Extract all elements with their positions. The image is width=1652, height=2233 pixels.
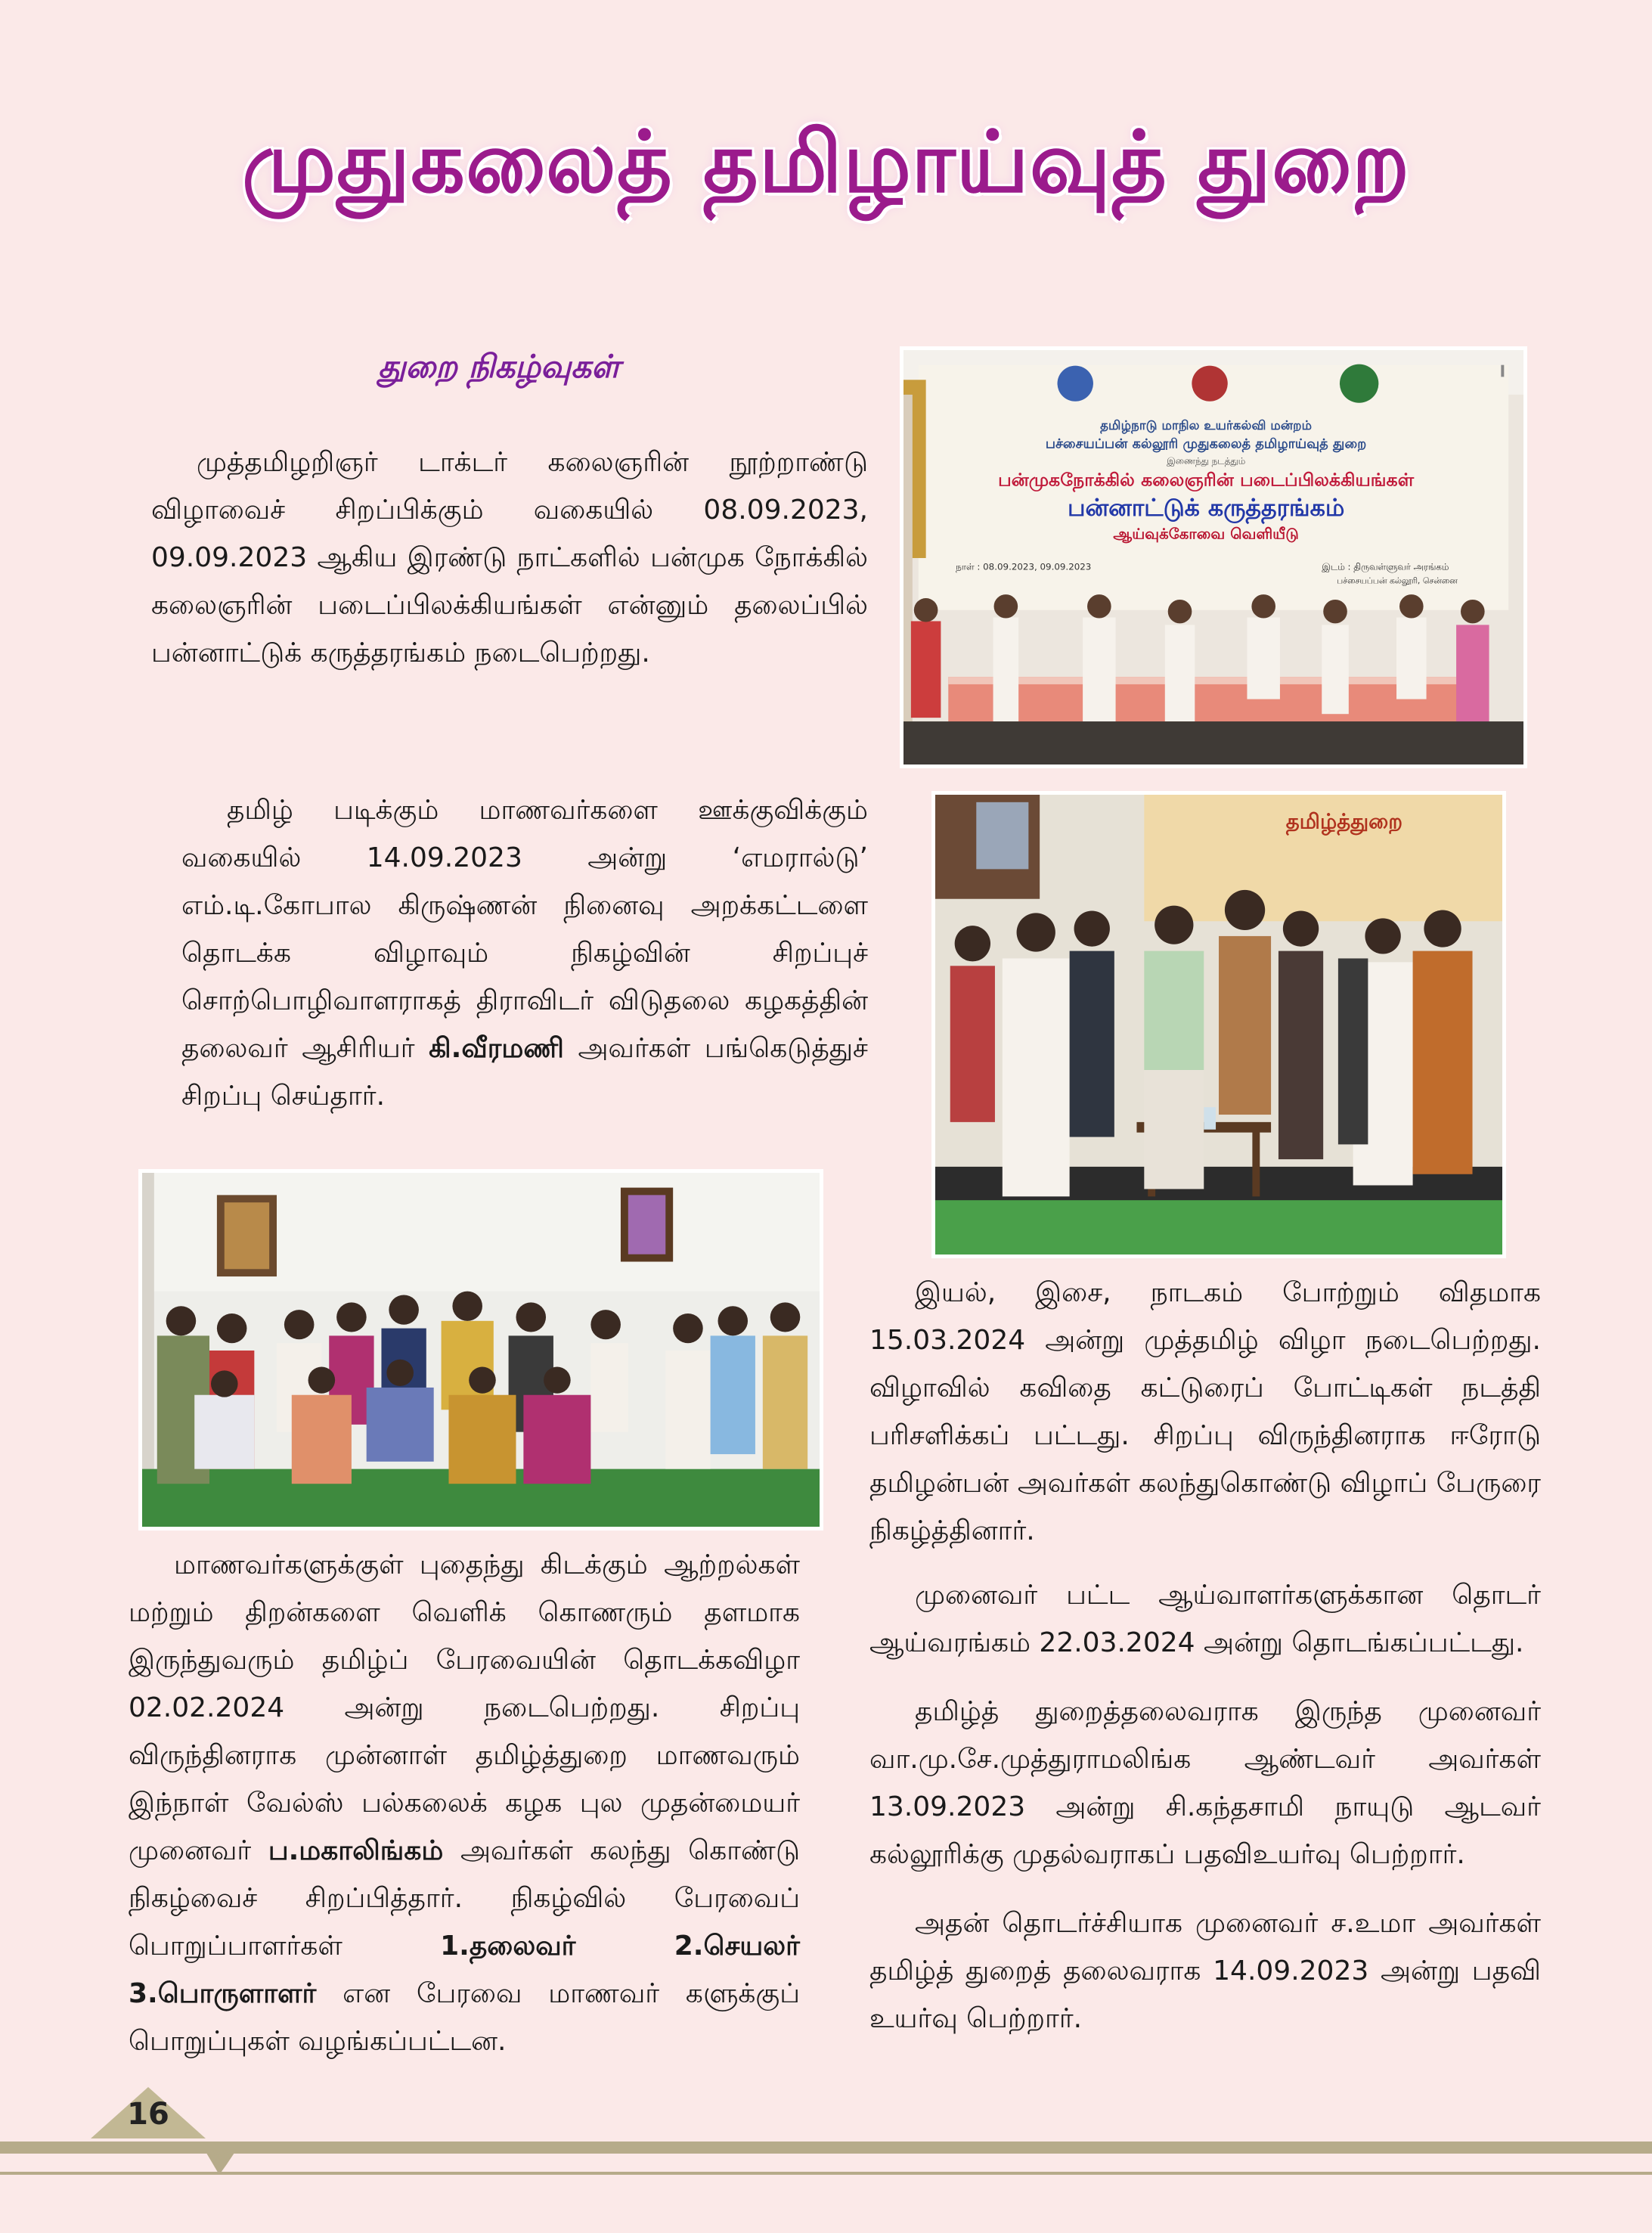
tamil-forum-group-photo	[138, 1169, 823, 1531]
paragraph-muthamizh-festival: இயல், இசை, நாடகம் போற்றும் விதமாக 15.03.2024 அன்று முத்தமிழ் விழா நடைபெற்றது. விழாவில் கவிதை கட்டுரைப் போட்டிகள் நடத்தி பரிசளிக்கப் பட்டது. சிறப்பு விருந்தினராக ஈரோடு தமிழன்பன் அவர்கள் கலந்துகொண்டு விழாப் பேருரை நிகழ்த்தினார்.	[869, 1277, 1541, 1546]
seminar-stage-photo	[900, 346, 1527, 768]
paragraph-text: அவர்கள் பங்கெடுத்துச் சிறப்பு செய்தார்.	[181, 1033, 868, 1112]
photo2-banner-text: தமிழ்த்துறை	[1285, 808, 1403, 834]
paragraph-text: அவர்கள் கலந்து கொண்டு நிகழ்வைச் சிறப்பித்தார். நிகழ்வில் பேரவைப் பொறுப்பாளர்கள்	[129, 1835, 800, 1962]
banner-line1: தமிழ்நாடு மாநில உயர்கல்வி மன்றம்	[1100, 417, 1313, 433]
banner-line5: பன்னாட்டுக் கருத்தரங்கம்	[1067, 495, 1345, 522]
banner-venue: இடம் : திருவள்ளுவர் அரங்கம்	[1322, 561, 1449, 572]
office-bearers: 1.தலைவர் 2.செயலர் 3.பொருளாளர்	[129, 1931, 800, 2009]
section-heading: துறை நிகழ்வுகள்	[378, 348, 620, 385]
paragraph-text: மாணவர்களுக்குள் புதைந்து கிடக்கும் ஆற்றல்கள் மற்றும் திறன்களை வெளிக் கொணரும் தளமாக இருந்துவரும் தமிழ்ப் பேரவையின் தொடக்கவிழா 02.02.2024 அன்று நடைபெற்றது. சிறப்பு விருந்தினராக முன்னாள் தமிழ்த்துறை மாணவரும் இந்நாள் வேல்ஸ் பல்கலைக் கழக புல முதன்மையர் முனைவர்	[129, 1549, 800, 1866]
guest-name: ப.மகாலிங்கம்	[268, 1835, 444, 1866]
endowment-group-photo	[931, 791, 1506, 1258]
paragraph-centenary-seminar: முத்தமிழறிஞர் டாக்டர் கலைஞரின் நூற்றாண்டு விழாவைச் சிறப்பிக்கும் வகையில் 08.09.2023, 09.09.2023 ஆகிய இரண்டு நாட்களில் பன்முக நோக்கில் கலைஞரின் படைப்பிலக்கியங்கள் என்னும் தலைப்பில் பன்னாட்டுக் கருத்தரங்கம் நடைபெற்றது.	[151, 447, 868, 668]
footer-decoration	[0, 2072, 1652, 2233]
paragraph-text: தமிழ் படிக்கும் மாணவர்களை ஊக்குவிக்கும் வகையில் 14.09.2023 அன்று ‘எமரால்டு’ எம்.டி.கோபால கிருஷ்ணன் நினைவு அறக்கட்டளை தொடக்க விழாவும் நிகழ்வின் சிறப்புச் சொற்பொழிவாளராகத் திராவிடர் விடுதலை கழகத்தின் தலைவர் ஆசிரியர்	[181, 795, 868, 1064]
paragraph-text: என பேரவை மாணவர் களுக்குப் பொறுப்புகள் வழங்கப்பட்டன.	[129, 1978, 800, 2057]
banner-line4: பன்முகநோக்கில் கலைஞரின் படைப்பிலக்கியங்கள்	[998, 469, 1415, 491]
paragraph-tamil-forum	[129, 1541, 800, 2065]
banner-venue2: பச்சையப்பன் கல்லூரி, சென்னை	[1337, 575, 1458, 586]
page-number: 16	[127, 2097, 169, 2132]
banner-line3: இணைந்து நடத்தும்	[1167, 455, 1246, 467]
paragraph-research-forum: முனைவர் பட்ட ஆய்வாளர்களுக்கான தொடர் ஆய்வரங்கம் 22.03.2024 அன்று தொடங்கப்பட்டது.	[869, 1580, 1541, 1658]
guest-name: கி.வீரமணி	[429, 1033, 564, 1064]
banner-line6: ஆய்வுக்கோவை வெளியீடு	[1113, 525, 1299, 543]
banner-date: நாள் : 08.09.2023, 09.09.2023	[956, 561, 1092, 572]
paragraph-new-hod: அதன் தொடர்ச்சியாக முனைவர் ச.உமா அவர்கள் தமிழ்த் துறைத் தலைவராக 14.09.2023 அன்று பதவி உயர்வு பெற்றார்.	[869, 1908, 1541, 2034]
page-title: முதுகலைத் தமிழாய்வுத் துறை	[241, 113, 1411, 212]
paragraph-hod-promotion: தமிழ்த் துறைத்தலைவராக இருந்த முனைவர் வா.மு.சே.முத்துராமலிங்க ஆண்டவர் அவர்கள் 13.09.2023 அன்று சி.கந்தசாமி நாயுடு ஆடவர் கல்லூரிக்கு முதல்வராகப் பதவிஉயர்வு பெற்றார்.	[869, 1696, 1541, 1870]
banner-line2: பச்சையப்பன் கல்லூரி முதுகலைத் தமிழாய்வுத் துறை	[1045, 436, 1367, 452]
paragraph-endowment-lecture	[181, 786, 868, 1120]
